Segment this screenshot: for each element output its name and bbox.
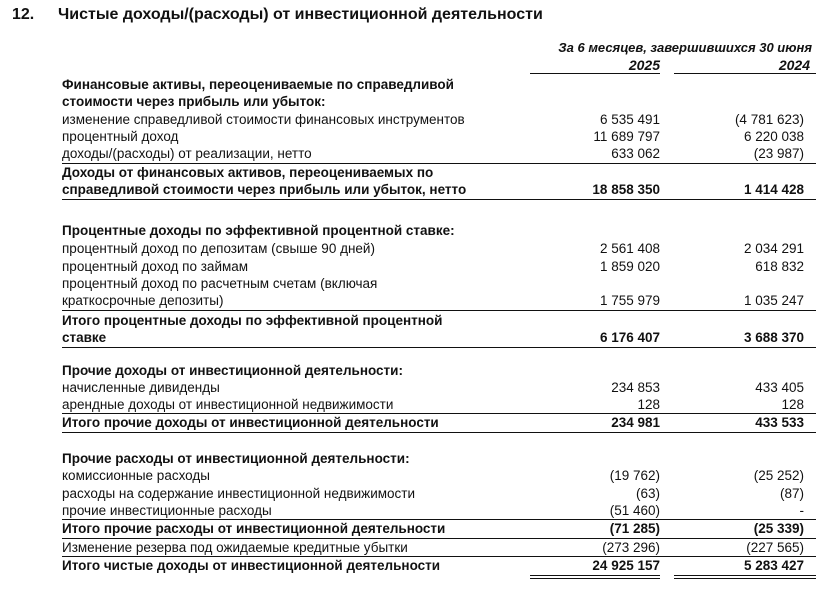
table-row bbox=[0, 128, 836, 146]
table-row bbox=[0, 275, 836, 293]
table-row bbox=[0, 396, 836, 414]
value-2025: 234 853 bbox=[611, 380, 660, 395]
note-heading bbox=[0, 6, 836, 28]
row-label: изменение справедливой стоимости финансовых инструментов bbox=[62, 112, 465, 127]
table-row bbox=[0, 181, 836, 199]
value-2025: 11 689 797 bbox=[593, 129, 660, 144]
subtotal-rule bbox=[62, 310, 816, 311]
double-underline-2024-bottom bbox=[674, 578, 816, 579]
table-row bbox=[0, 111, 836, 129]
table-row bbox=[0, 145, 836, 163]
table-row bbox=[0, 258, 836, 276]
row-label: процентный доход по депозитам (свыше 90 дней) bbox=[62, 241, 375, 256]
value-2024: 6 220 038 bbox=[743, 129, 804, 144]
row-label: справедливой стоимости через прибыль или убыток, нетто bbox=[62, 182, 467, 197]
row-label: Прочие доходы от инвестиционной деятельности: bbox=[62, 363, 403, 378]
value-2025: 6 535 491 bbox=[599, 112, 660, 127]
row-label: Итого прочие доходы от инвестиционной деятельности bbox=[62, 415, 439, 430]
value-2025: 1 859 020 bbox=[599, 259, 660, 274]
row-label: краткосрочные депозиты) bbox=[62, 293, 224, 308]
value-2025: 128 bbox=[637, 397, 660, 412]
value-2024: 433 405 bbox=[755, 380, 804, 395]
table-row bbox=[0, 557, 836, 575]
value-2025: (63) bbox=[635, 486, 660, 501]
value-2024: 2 034 291 bbox=[743, 241, 804, 256]
table-row bbox=[0, 414, 836, 432]
double-underline-2025-bottom bbox=[530, 578, 660, 579]
row-label: Изменение резерва под ожидаемые кредитные убытки bbox=[62, 540, 408, 555]
value-2025: 633 062 bbox=[611, 146, 660, 161]
value-2024: 433 533 bbox=[755, 415, 804, 430]
value-2025: (71 285) bbox=[609, 521, 660, 536]
row-label: ставке bbox=[62, 330, 107, 345]
table-row bbox=[0, 539, 836, 557]
row-label: Процентные доходы по эффективной процентной ставке: bbox=[62, 223, 455, 238]
row-label: процентный доход по займам bbox=[62, 259, 249, 274]
table-row bbox=[0, 502, 836, 520]
table-row bbox=[0, 520, 836, 538]
value-2025: 18 858 350 bbox=[592, 182, 660, 197]
row-label: Итого чистые доходы от инвестиционной деятельности bbox=[62, 558, 441, 573]
value-2025: 2 561 408 bbox=[599, 241, 660, 256]
table-row bbox=[0, 329, 836, 347]
table-row bbox=[0, 450, 836, 468]
note-number: 12. bbox=[12, 6, 35, 23]
table-row bbox=[0, 93, 836, 111]
table-row bbox=[0, 292, 836, 310]
value-2025: (19 762) bbox=[609, 468, 660, 483]
value-2024: 3 688 370 bbox=[743, 330, 804, 345]
value-2024: (25 339) bbox=[753, 521, 804, 536]
table-row bbox=[0, 76, 836, 94]
total-rule bbox=[62, 347, 816, 348]
row-label: арендные доходы от инвестиционной недвижимости bbox=[62, 397, 394, 412]
row-label: доходы/(расходы) от реализации, нетто bbox=[62, 146, 312, 161]
table-row bbox=[0, 312, 836, 330]
row-label: стоимости через прибыль или убыток: bbox=[62, 94, 326, 109]
table-row bbox=[0, 240, 836, 258]
table-row bbox=[0, 164, 836, 182]
value-2024: 5 283 427 bbox=[743, 558, 804, 573]
value-2024: (25 252) bbox=[753, 468, 804, 483]
value-2024: (4 781 623) bbox=[734, 112, 804, 127]
total-rule bbox=[62, 199, 816, 200]
value-2024: 128 bbox=[781, 397, 804, 412]
total-rule bbox=[62, 432, 816, 433]
table-row bbox=[0, 362, 836, 380]
value-2025: 1 755 979 bbox=[599, 293, 660, 308]
row-label: начисленные дивиденды bbox=[62, 380, 220, 395]
period-header: За 6 месяцев, завершившихся 30 июня bbox=[558, 40, 812, 55]
value-2025: (273 296) bbox=[602, 540, 660, 555]
value-2024: 1 035 247 bbox=[743, 293, 804, 308]
value-2024: (23 987) bbox=[753, 146, 804, 161]
table-row bbox=[0, 222, 836, 240]
value-2025: 24 925 157 bbox=[592, 558, 660, 573]
value-2024: (87) bbox=[779, 486, 804, 501]
year-2025-header: 2025 bbox=[628, 57, 660, 73]
table-row bbox=[0, 379, 836, 397]
row-label: процентный доход по расчетным счетам (включая bbox=[62, 276, 378, 291]
table-row bbox=[0, 467, 836, 485]
row-label: Итого прочие расходы от инвестиционной деятельности bbox=[62, 521, 446, 536]
header-underline-2025 bbox=[530, 73, 660, 74]
row-label: прочие инвестиционные расходы bbox=[62, 503, 272, 518]
row-label: Доходы от финансовых активов, переоцениваемых по bbox=[62, 165, 434, 180]
year-2024-header: 2024 bbox=[778, 57, 810, 73]
row-label: комиссионные расходы bbox=[62, 468, 210, 483]
double-underline-2024-top bbox=[674, 575, 816, 576]
header-underline-2024 bbox=[674, 73, 816, 74]
value-2024: (227 565) bbox=[746, 540, 804, 555]
note-title: Чистые доходы/(расходы) от инвестиционной деятельности bbox=[58, 6, 543, 23]
row-label: Итого процентные доходы по эффективной процентной bbox=[62, 313, 443, 328]
value-2024: 618 832 bbox=[755, 259, 804, 274]
value-2025: (51 460) bbox=[609, 503, 660, 518]
value-2024: - bbox=[799, 503, 804, 518]
row-label: Прочие расходы от инвестиционной деятельности: bbox=[62, 451, 410, 466]
row-label: процентный доход bbox=[62, 129, 179, 144]
value-2025: 6 176 407 bbox=[599, 330, 660, 345]
table-row bbox=[0, 485, 836, 503]
row-label: Финансовые активы, переоцениваемые по справедливой bbox=[62, 77, 454, 92]
double-underline-2025-top bbox=[530, 575, 660, 576]
row-label: расходы на содержание инвестиционной недвижимости bbox=[62, 486, 416, 501]
value-2025: 234 981 bbox=[611, 415, 660, 430]
value-2024: 1 414 428 bbox=[743, 182, 804, 197]
